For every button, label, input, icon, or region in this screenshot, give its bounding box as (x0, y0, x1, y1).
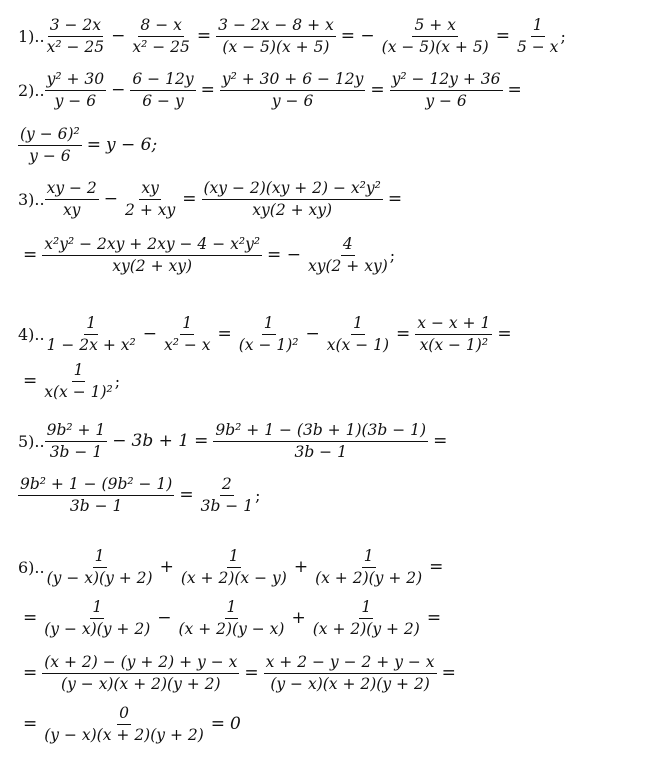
fraction-numerator: (y − 6)² (18, 125, 82, 146)
operator: − (111, 26, 126, 46)
operator: = (179, 485, 194, 505)
operator: = (86, 135, 102, 155)
fraction-denominator: 3b − 1 (69, 496, 123, 515)
operator: − (111, 80, 126, 100)
fraction-numerator: xy − 2 (45, 179, 99, 200)
operator: − (103, 189, 119, 209)
operator: = (433, 431, 448, 451)
fraction-numerator: 9b² + 1 − (9b² − 1) (18, 475, 174, 496)
fraction (45, 70, 107, 111)
operator: = (196, 26, 212, 46)
equation-line (18, 361, 120, 402)
fraction (237, 314, 301, 355)
fraction-denominator: x(x − 1) (326, 335, 390, 354)
fraction-numerator: 1 (225, 598, 239, 619)
problem-label: 4).. (18, 324, 45, 344)
fraction-numerator: 3 − 2x − 8 + x (216, 16, 336, 37)
fraction (162, 314, 213, 355)
fraction-numerator: x²y² − 2xy + 2xy − 4 − x²y² (42, 235, 262, 256)
fraction (202, 179, 383, 220)
equation-line (18, 70, 527, 111)
fraction-denominator: xy (62, 200, 81, 219)
fraction (380, 16, 491, 57)
fraction (213, 421, 428, 462)
problem-label: 3).. (18, 189, 45, 209)
operator: + (291, 608, 306, 628)
fraction (42, 598, 152, 639)
fraction-numerator: x − x + 1 (415, 314, 492, 335)
fraction-denominator: (x − 5)(x + 5) (381, 37, 489, 56)
fraction-numerator: 1 (180, 314, 194, 335)
fraction (130, 70, 195, 111)
operator: = (23, 714, 38, 734)
operator: = (210, 714, 226, 734)
fraction-denominator: (y − x)(x + 2)(y + 2) (61, 674, 221, 693)
fraction (130, 16, 192, 57)
fraction (313, 547, 424, 588)
operator: = (370, 80, 385, 100)
operator: = (200, 80, 215, 100)
fraction-numerator: 1 (362, 547, 376, 568)
fraction (177, 598, 287, 639)
fraction-numerator: 9b² + 1 − (3b + 1)(3b − 1) (213, 421, 428, 442)
equation-line (18, 235, 395, 276)
operator: = (507, 80, 522, 100)
problem-label: ; (114, 371, 121, 391)
fraction-denominator: (y − x)(y + 2) (46, 568, 153, 587)
equation-line (18, 653, 461, 694)
operator: = (23, 608, 38, 628)
equation-line (18, 598, 446, 639)
operator: = (217, 324, 232, 344)
fraction-denominator: x² − x (163, 335, 211, 354)
operator: + (293, 557, 309, 577)
fraction-denominator: (x − 1)² (238, 335, 299, 354)
fraction-denominator: 2 + xy (125, 200, 176, 219)
problem-label: 1).. (18, 26, 45, 46)
fraction-numerator: xy (139, 179, 161, 200)
operator: − (112, 431, 127, 451)
fraction (199, 475, 256, 516)
fraction-denominator: (y − x)(x + 2)(y + 2) (270, 674, 430, 693)
fraction-numerator: 9b² + 1 (45, 421, 108, 442)
fraction (42, 361, 115, 402)
operator: = (194, 431, 209, 451)
problem-label: ; (389, 245, 396, 265)
fraction-numerator: (xy − 2)(xy + 2) − x²y² (202, 179, 383, 200)
fraction-numerator: 1 (227, 547, 241, 568)
fraction (390, 70, 503, 111)
fraction-denominator: xy(2 + xy) (252, 200, 333, 219)
fraction-denominator: x² − 25 (46, 37, 105, 56)
fraction-denominator: 3b − 1 (200, 496, 254, 515)
fraction (220, 70, 366, 111)
fraction-denominator: 6 − y (142, 91, 184, 110)
operator: = (426, 608, 442, 628)
fraction-denominator: (y − x)(x + 2)(y + 2) (44, 725, 204, 744)
fraction-numerator: 2 (220, 475, 234, 496)
equation-line (18, 547, 448, 588)
fraction-numerator: 1 (262, 314, 276, 335)
fraction (325, 314, 391, 355)
equation-line (18, 314, 517, 355)
fraction-denominator: (x + 2)(x − y) (180, 568, 287, 587)
fraction-denominator: xy(2 + xy) (112, 256, 193, 275)
operator: = (495, 26, 510, 46)
equation-line (18, 179, 407, 220)
fraction-numerator: y² − 12y + 36 (390, 70, 503, 91)
fraction-denominator: y − 6 (271, 91, 314, 110)
operator: = (497, 324, 512, 344)
fraction (45, 421, 108, 462)
fraction (42, 653, 239, 694)
fraction-denominator: 5 − x (516, 37, 559, 56)
operator: + (159, 557, 174, 577)
expression-text: 3b + 1 (131, 431, 190, 451)
fraction-denominator: (y − x)(y + 2) (44, 619, 151, 638)
fraction-numerator: 1 (84, 314, 98, 335)
fraction-numerator: 4 (341, 235, 355, 256)
fraction-denominator: x² − 25 (132, 37, 190, 56)
fraction (179, 547, 289, 588)
fraction (42, 235, 262, 276)
problem-label: 5).. (18, 431, 45, 451)
fraction (42, 704, 206, 745)
fraction-numerator: 1 (72, 361, 86, 382)
fraction (45, 314, 138, 355)
fraction-numerator: 1 (359, 598, 373, 619)
operator: = (396, 324, 411, 344)
fraction-numerator: 1 (93, 547, 107, 568)
equation-line (18, 704, 241, 745)
fraction-denominator: 1 − 2x + x² (46, 335, 136, 354)
operator: = (23, 663, 38, 683)
fraction (45, 547, 155, 588)
fraction-numerator: 6 − 12y (130, 70, 195, 91)
equation-line (18, 475, 260, 516)
fraction (306, 235, 390, 276)
fraction-denominator: x(x − 1)² (44, 382, 113, 401)
expression-text: y − 6; (106, 135, 158, 155)
operator: − (142, 324, 157, 344)
fraction-numerator: 1 (531, 16, 545, 37)
fraction-denominator: (x + 2)(y + 2) (312, 619, 420, 638)
fraction-numerator: 8 − x (138, 16, 183, 37)
fraction-numerator: y² + 30 + 6 − 12y (220, 70, 366, 91)
fraction (264, 653, 437, 694)
operator: = − (267, 245, 301, 265)
operator: = (23, 245, 38, 265)
fraction (18, 125, 82, 166)
fraction-denominator: xy(2 + xy) (307, 256, 388, 275)
operator: − (305, 324, 320, 344)
fraction-denominator: y − 6 (54, 91, 97, 110)
operator: = (182, 189, 197, 209)
operator: = (23, 371, 38, 391)
operator: = (244, 663, 259, 683)
fraction-numerator: 0 (117, 704, 131, 725)
fraction (45, 16, 107, 57)
operator: = (441, 663, 456, 683)
fraction-numerator: 1 (351, 314, 365, 335)
problem-label: 2).. (18, 80, 45, 100)
fraction (415, 314, 492, 355)
equation-line (18, 16, 566, 57)
equation-line (18, 125, 157, 166)
fraction-denominator: 3b − 1 (49, 442, 103, 461)
fraction (515, 16, 560, 57)
problem-label: 6).. (18, 557, 45, 577)
fraction-denominator: y − 6 (425, 91, 467, 110)
fraction-denominator: (x + 2)(y + 2) (315, 568, 423, 587)
operator: = (387, 189, 403, 209)
fraction-denominator: x(x − 1)² (419, 335, 489, 354)
operator: − (157, 608, 172, 628)
fraction-numerator: x + 2 − y − 2 + y − x (264, 653, 437, 674)
fraction-numerator: (x + 2) − (y + 2) + y − x (42, 653, 239, 674)
fraction (18, 475, 174, 516)
expression-text: 0 (230, 714, 241, 734)
fraction-numerator: y² + 30 (45, 70, 107, 91)
problem-label: ; (255, 485, 261, 505)
fraction-denominator: 3b − 1 (294, 442, 347, 461)
problem-label: ; (560, 26, 566, 46)
fraction (216, 16, 336, 57)
fraction-numerator: 5 + x (412, 16, 457, 37)
fraction (311, 598, 422, 639)
equation-line (18, 421, 452, 462)
fraction-denominator: (x − 5)(x + 5) (222, 37, 330, 56)
fraction (123, 179, 177, 220)
operator: = − (340, 26, 375, 46)
fraction-numerator: 1 (90, 598, 104, 619)
fraction (45, 179, 99, 220)
fraction-denominator: y − 6 (29, 146, 71, 165)
fraction-numerator: 3 − 2x (48, 16, 103, 37)
fraction-denominator: (x + 2)(y − x) (178, 619, 285, 638)
operator: = (429, 557, 444, 577)
